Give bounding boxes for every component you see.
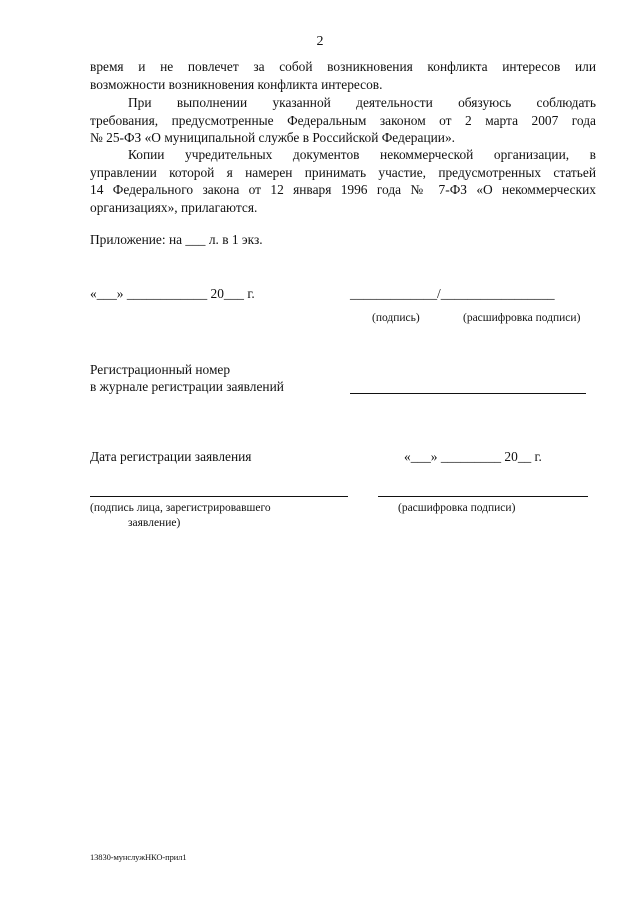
text-line: требования, предусмотренные Федеральным законом от 2 марта 2007 года [90, 112, 596, 128]
text-line: управлении которой я намерен принимать участие, предусмотренных статьей [90, 164, 596, 180]
paragraph-obligation [90, 94, 596, 147]
text-line: № 25-ФЗ «О муниципальной службе в Российской Федерации». [90, 130, 455, 145]
registration-date-label: Дата регистрации заявления [90, 449, 252, 464]
text-line: время и не повлечет за собой возникновения конфликта интересов или [90, 59, 596, 74]
signature-caption: (подпись) [372, 312, 420, 324]
text-line: При выполнении указанной деятельности обязуюсь соблюдать [128, 95, 596, 110]
registrar-signature-caption: заявление) [128, 517, 181, 529]
registration-date-field: «___» _________ 20__ г. [404, 449, 542, 464]
date-field: «___» ____________ 20___ г. [90, 286, 255, 301]
registration-number-label: Регистрационный номер [90, 362, 231, 377]
page-number: 2 [316, 34, 324, 49]
decoding-caption: (расшифровка подписи) [463, 312, 581, 324]
text-line: возможности возникновения конфликта интересов. [90, 76, 383, 92]
registrar-signature-line [90, 496, 348, 497]
attachment-line: Приложение: на ___ л. в 1 экз. [90, 232, 263, 247]
text-line: организациях», прилагаются. [90, 199, 258, 215]
footer-code: 13830-мунслужНКО-прил1 [90, 852, 187, 862]
registrar-signature-caption: (подпись лица, зарегистрировавшего [90, 502, 271, 514]
text-line: Копии учредительных документов некоммерческой организации, в [128, 147, 596, 162]
paragraph-continuation [90, 58, 596, 93]
registrar-decoding-line [378, 496, 588, 497]
paragraph-copies [90, 146, 596, 216]
registrar-decoding-caption: (расшифровка подписи) [398, 502, 516, 514]
registration-number-label: в журнале регистрации заявлений [90, 379, 284, 394]
text-line: 14 Федерального закона от 12 января 1996 года № 7-ФЗ «О некоммерческих [90, 182, 596, 197]
signature-field: _____________/_________________ [350, 286, 555, 301]
registration-number-line [350, 393, 586, 394]
